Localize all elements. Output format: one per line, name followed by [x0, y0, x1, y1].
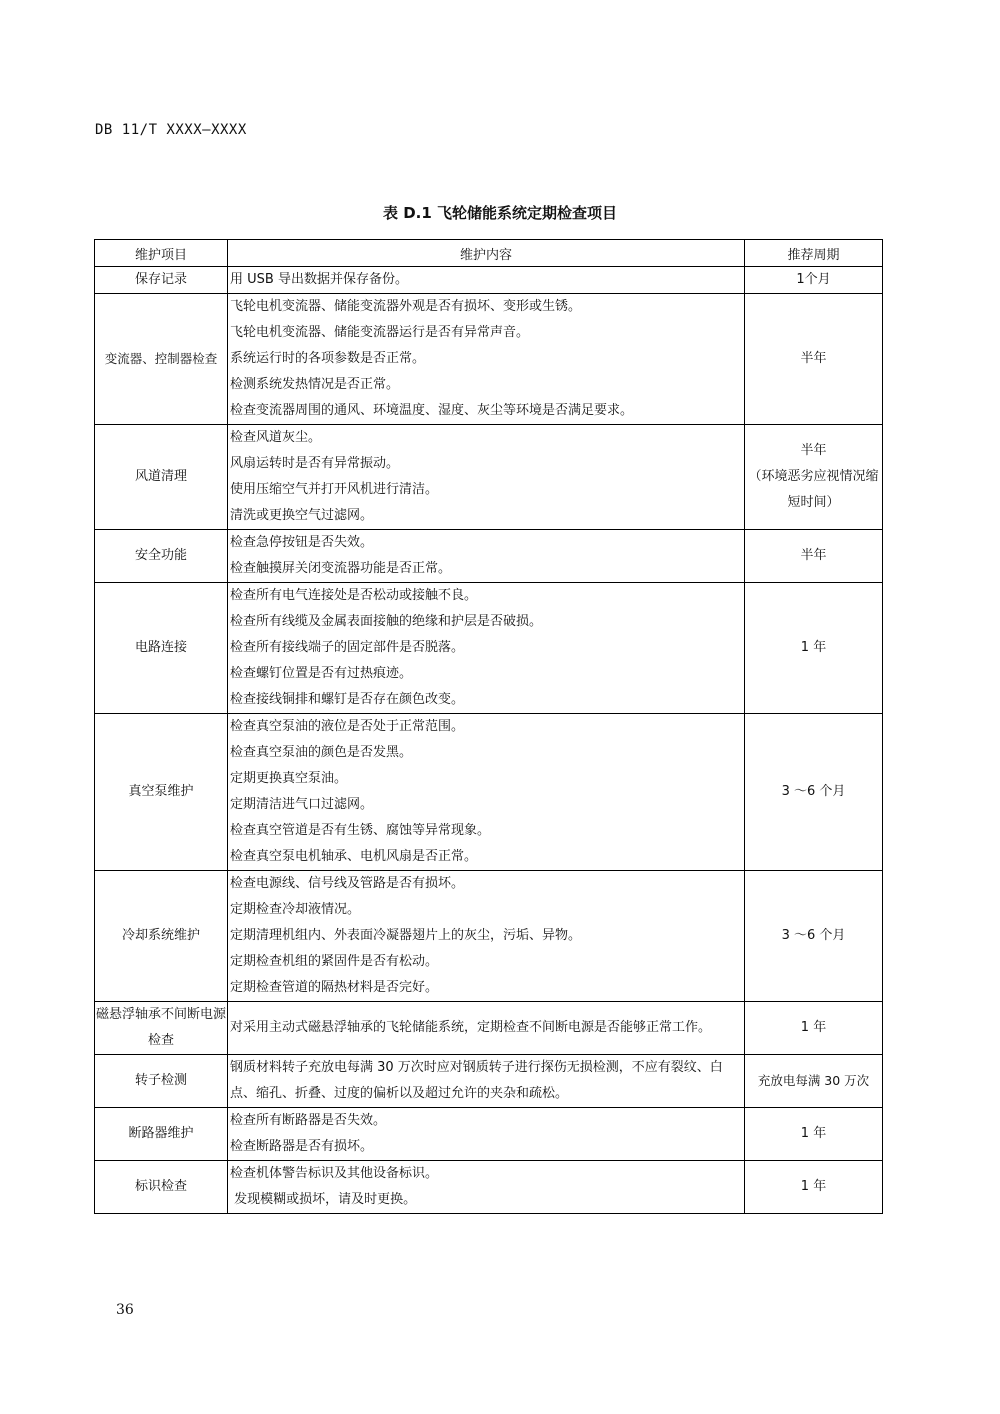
content-paragraph: 对采用主动式磁悬浮轴承的飞轮储能系统，定期检查不间断电源是否能够正常工作。	[230, 1020, 712, 1035]
table-header-row	[95, 240, 883, 267]
row-item: 真空泵维护	[95, 714, 228, 871]
row-content	[228, 267, 745, 294]
row-period: 充放电每满 30 万次	[745, 1055, 883, 1108]
row-content	[228, 1055, 745, 1108]
row-content	[228, 530, 745, 583]
content-line: 定期检查机组的紧固件是否有松动。	[230, 954, 439, 969]
table-row	[95, 871, 883, 1002]
row-item: 安全功能	[95, 530, 228, 583]
row-period: 3 ～6 个月	[745, 714, 883, 871]
content-line: 检查所有断路器是否失效。	[230, 1113, 387, 1128]
row-period: 半年	[745, 530, 883, 583]
content-line: 检查真空管道是否有生锈、腐蚀等异常现象。	[230, 823, 491, 838]
table-row	[95, 583, 883, 714]
row-period: 半年 （环境恶劣应视情况缩短时间）	[745, 425, 883, 530]
row-item: 标识检查	[95, 1161, 228, 1214]
row-content	[228, 425, 745, 530]
content-line: 定期更换真空泵油。	[230, 771, 348, 786]
content-line: 检查真空泵电机轴承、电机风扇是否正常。	[230, 849, 478, 864]
row-item: 电路连接	[95, 583, 228, 714]
header-period: 推荐周期	[745, 240, 883, 267]
content-line: 检查所有电气连接处是否松动或接触不良。	[230, 588, 478, 603]
row-content	[228, 714, 745, 871]
table-row	[95, 294, 883, 425]
row-period: 1 年	[745, 1108, 883, 1161]
header-content: 维护内容	[228, 240, 745, 267]
row-content	[228, 294, 745, 425]
content-line: 检查接线铜排和螺钉是否存在颜色改变。	[230, 692, 465, 707]
table-row	[95, 267, 883, 294]
content-line: 检查风道灰尘。	[230, 430, 322, 445]
row-item: 转子检测	[95, 1055, 228, 1108]
content-line: 检查电源线、信号线及管路是否有损坏。	[230, 876, 465, 891]
header-item: 维护项目	[95, 240, 228, 267]
content-line: 检查断路器是否有损坏。	[230, 1139, 374, 1154]
content-line: 飞轮电机变流器、储能变流器外观是否有损坏、变形或生锈。	[230, 299, 582, 314]
row-period: 1 年	[745, 1002, 883, 1055]
row-item: 风道清理	[95, 425, 228, 530]
row-item: 冷却系统维护	[95, 871, 228, 1002]
document-code: DB 11/T XXXX—XXXX	[95, 122, 247, 138]
content-line: 定期检查冷却液情况。	[230, 902, 361, 917]
page-number: 36	[116, 1302, 134, 1318]
maintenance-table	[94, 239, 883, 1214]
table-row	[95, 425, 883, 530]
content-line: 检查机体警告标识及其他设备标识。	[230, 1166, 439, 1181]
row-period: 1 年	[745, 1161, 883, 1214]
content-line: 定期清理机组内、外表面冷凝器翅片上的灰尘，污垢、异物。	[230, 928, 582, 943]
content-line: 用 USB 导出数据并保存备份。	[230, 272, 408, 287]
content-line: 风扇运转时是否有异常振动。	[230, 456, 400, 471]
table-row	[95, 1002, 883, 1055]
row-item: 断路器维护	[95, 1108, 228, 1161]
row-period: 3 ～6 个月	[745, 871, 883, 1002]
table-row	[95, 1161, 883, 1214]
row-period: 1个月	[745, 267, 883, 294]
content-line: 清洗或更换空气过滤网。	[230, 508, 374, 523]
content-line: 检查所有接线端子的固定部件是否脱落。	[230, 640, 465, 655]
content-line: 检查真空泵油的颜色是否发黑。	[230, 745, 413, 760]
content-line: 系统运行时的各项参数是否正常。	[230, 351, 426, 366]
row-content	[228, 583, 745, 714]
content-line: 检查螺钉位置是否有过热痕迹。	[230, 666, 413, 681]
table-row	[95, 530, 883, 583]
table-row	[95, 1055, 883, 1108]
row-content	[228, 1002, 745, 1055]
row-item: 磁悬浮轴承不间断电源检查	[95, 1002, 228, 1055]
content-line: 使用压缩空气并打开风机进行清洁。	[230, 482, 439, 497]
row-content	[228, 1108, 745, 1161]
content-line: 定期清洁进气口过滤网。	[230, 797, 374, 812]
content-line: 检查触摸屏关闭变流器功能是否正常。	[230, 561, 452, 576]
content-line: 飞轮电机变流器、储能变流器运行是否有异常声音。	[230, 325, 530, 340]
row-content	[228, 871, 745, 1002]
row-item: 变流器、控制器检查	[95, 294, 228, 425]
content-line: 定期检查管道的隔热材料是否完好。	[230, 980, 439, 995]
row-period: 半年	[745, 294, 883, 425]
row-item: 保存记录	[95, 267, 228, 294]
content-line: 检查变流器周围的通风、环境温度、湿度、灰尘等环境是否满足要求。	[230, 403, 634, 418]
table-row	[95, 714, 883, 871]
table-title: 表 D.1 飞轮储能系统定期检查项目	[382, 204, 618, 222]
content-line: 检查真空泵油的液位是否处于正常范围。	[230, 719, 465, 734]
content-line: 检测系统发热情况是否正常。	[230, 377, 400, 392]
row-period: 1 年	[745, 583, 883, 714]
content-line: 检查急停按钮是否失效。	[230, 535, 374, 550]
table-row	[95, 1108, 883, 1161]
content-line: 发现模糊或损坏，请及时更换。	[230, 1192, 417, 1207]
content-paragraph: 钢质材料转子充放电每满 30 万次时应对钢质转子进行探伤无损检测，不应有裂纹、白点、缩孔、折叠、过度的偏析以及超过允许的夹杂和疏松。	[230, 1060, 723, 1101]
content-line: 检查所有线缆及金属表面接触的绝缘和护层是否破损。	[230, 614, 543, 629]
row-content	[228, 1161, 745, 1214]
